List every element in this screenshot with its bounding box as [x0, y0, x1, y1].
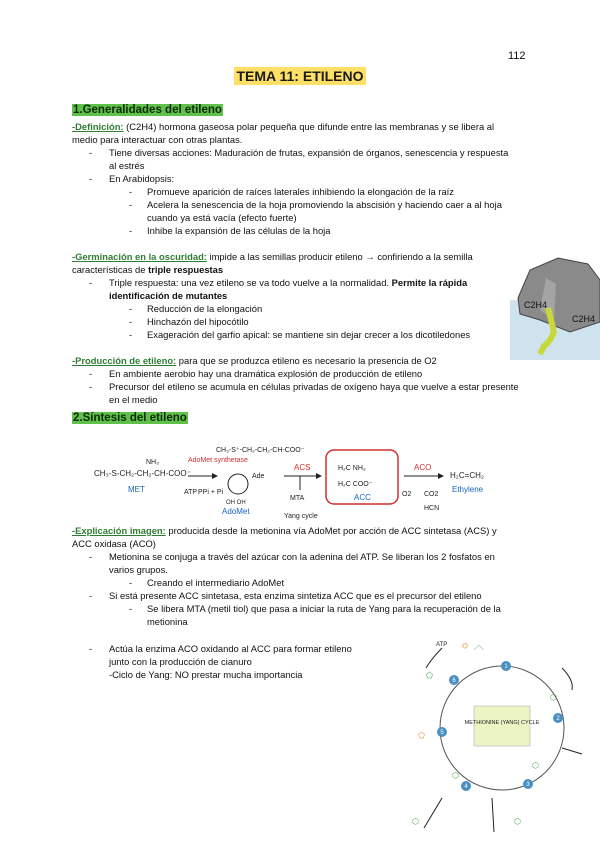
cycle-arrow: [426, 648, 442, 668]
yang-note: -Ciclo de Yang: NO prestar mucha importancia: [109, 669, 303, 680]
list-item: - Precursor del etileno se acumula en células privadas de oxígeno haya que vuelve a estar presente en el medio: [72, 380, 520, 406]
aco-list: [72, 642, 372, 668]
ribose-ring: [228, 474, 248, 494]
list-item: - Acelera la senescencia de la hoja promoviendo la abscisión y haciendo caer a al hoja cuando ya está vacía (efecto fuerte): [72, 198, 512, 224]
cycle-atp-label: ATP: [436, 642, 448, 648]
definition-label: -Definición:: [72, 121, 124, 132]
definition-list: [72, 146, 512, 237]
production-label: -Producción de etileno:: [72, 355, 177, 366]
list-item: - Hinchazón del hipocótilo: [72, 315, 520, 328]
page-title-text: TEMA 11: ETILENO: [236, 68, 364, 84]
arrowhead: [212, 473, 218, 479]
yang-cycle-figure: [402, 628, 598, 846]
section-heading-2: 2.Síntesis del etileno: [73, 412, 187, 424]
aco-paragraph: [72, 642, 372, 681]
ethylene-label: Ethylene: [452, 485, 484, 494]
page-number: 112: [508, 50, 526, 62]
cycle-arrow: [424, 798, 442, 828]
acs-label: ACS: [294, 463, 311, 472]
acc-structure-2: H₂C COO⁻: [338, 481, 373, 488]
cycle-arrow: [562, 748, 582, 754]
cycle-arrow: [492, 798, 494, 832]
acc-structure: H₂C NH₃: [338, 465, 366, 472]
germination-paragraph: -Germinación en la oscuridad: impide a las semillas producir etileno → confiriendo a la semilla características de triple respuestas - Triple respuesta: una vez etileno se va todo vuelve a la normalidad. Permite la rápida identificación de mutantes - Reducción de la elongación - Hinchazón del hipocótilo - Exageración del garfio apical: se mantiene sin dejar crecer a los dicotiledones: [72, 250, 520, 341]
step-number: 2: [556, 716, 560, 722]
yang-label: Yang cycle: [284, 513, 318, 520]
list-item: - Actúa la enzima ACO oxidando al ACC para formar etileno junto con la producción de cianuro: [72, 642, 372, 668]
explanation-paragraph: -Explicación imagen: producida desde la metionina vía AdoMet por acción de ACC sintetasa (ACS) y ACC oxidasa (ACO) - Metionina se conjuga a través del azúcar con la adenina del ATP. Se liberan los 2 fosfatos en varios grupos. - Creando el intermediario AdoMet - Si está presente ACC sintetasa, esta enzima sintetiza ACC que es el precursor del etileno - Se libera MTA (metil tiol) que pasa a iniciar la ruta de Yang para la recuperación de la metionina: [72, 524, 512, 628]
acc-label: ACC: [354, 493, 371, 502]
germination-label: -Germinación en la oscuridad:: [72, 251, 207, 262]
svg-text:⬠: ⬠: [426, 671, 433, 680]
list-item: - Inhibe la expansión de las células de la hoja: [72, 224, 512, 237]
cycle-structure-4: [452, 771, 459, 780]
step-number: 4: [464, 784, 468, 790]
ethylene-pathway-diagram: [88, 428, 508, 520]
ade-label: Ade: [252, 473, 265, 480]
o2-label: O2: [402, 491, 412, 498]
step-number: 5: [440, 730, 444, 736]
arrowhead: [438, 473, 444, 479]
svg-text:⟋⟍: ⟋⟍: [474, 645, 484, 652]
list-item: - Triple respuesta: una vez etileno se va todo vuelve a la normalidad. Permite la rápida identificación de mutantes: [72, 276, 520, 302]
section-heading-1: 1.Generalidades del etileno: [73, 104, 222, 116]
list-item: - Se libera MTA (metil tiol) que pasa a iniciar la ruta de Yang para la recuperación de la metionina: [72, 602, 512, 628]
page-title: [0, 68, 600, 84]
aco-label: ACO: [414, 463, 432, 472]
cycle-structure-3: [532, 761, 539, 770]
cycle-center-box: [474, 706, 530, 746]
explanation-list: [72, 550, 512, 628]
list-item: - Promueve aparición de raíces laterales inhibiendo la elongación de la raíz: [72, 185, 512, 198]
production-list: [72, 367, 520, 406]
cycle-arrow: [562, 668, 572, 690]
atp-label: ATP: [184, 489, 198, 496]
mta-label: MTA: [290, 495, 305, 502]
ethylene-rock-figure: [510, 250, 600, 360]
svg-text:⌬: ⌬: [462, 643, 469, 650]
met-nh3: NH₃: [146, 459, 159, 466]
c2h4-label-1: C2H4: [524, 300, 548, 310]
adomet-synthetase-label: AdoMet synthetase: [188, 457, 248, 464]
production-paragraph: -Producción de etileno: para que se produzca etileno es necesario la presencia de O2 - En ambiente aerobio hay una dramática explosión de producción de etileno - Precursor del etileno se acumula en células privadas de oxígeno haya que vuelve a estar presente en el medio: [72, 354, 520, 406]
cycle-structure-5: [418, 731, 425, 740]
list-item: - Creando el intermediario AdoMet: [72, 576, 512, 589]
svg-text:⬡: ⬡: [412, 817, 419, 826]
explanation-label: -Explicación imagen:: [72, 525, 166, 536]
adomet-structure-top: CH₃-S⁺-CH₂-CH₂-CH-COO⁻: [216, 447, 305, 454]
list-item: - Metionina se conjuga a través del azúcar con la adenina del ATP. Se liberan los 2 fosfatos en varios grupos.: [72, 550, 512, 576]
met-label: MET: [128, 485, 145, 494]
list-item: - Exageración del garfio apical: se mantiene sin dejar crecer a los dicotiledones: [72, 328, 520, 341]
list-item: - Si está presente ACC sintetasa, esta enzima sintetiza ACC que es el precursor del etileno: [72, 589, 512, 602]
svg-text:⬡: ⬡: [452, 771, 459, 780]
step-number: 6: [452, 678, 456, 684]
svg-text:⬠: ⬠: [418, 731, 425, 740]
co2-label: CO2: [424, 491, 439, 498]
definition-paragraph: -Definición: (C2H4) hormona gaseosa polar pequeña que difunde entre las membranas y se libera al medio para interactuar con otras plantas. - Tiene diversas acciones: Maduración de frutas, expansión de órganos, senescencia y respuesta al estrés - En Arabidopsis: - Promueve aparición de raíces laterales inhibiendo la elongación de la raíz - Acelera la senescencia de la hoja promoviendo la abscisión y haciendo caer a al hoja cuando ya está vacía (efecto fuerte) - Inhibe la expansión de las células de la hoja: [72, 120, 512, 237]
hcn-label: HCN: [424, 505, 440, 512]
step-number: 3: [526, 782, 530, 788]
svg-text:⬡: ⬡: [550, 693, 557, 702]
adomet-label: AdoMet: [222, 507, 250, 516]
arrowhead: [316, 473, 322, 479]
ppi-label: PPi + Pi: [198, 489, 224, 496]
list-item: - En Arabidopsis:: [72, 172, 512, 185]
cycle-structure-1: [462, 642, 484, 652]
cycle-structure-2: [550, 693, 557, 702]
cycle-structure-6: [426, 671, 433, 680]
list-item: - Tiene diversas acciones: Maduración de frutas, expansión de órganos, senescencia y respuesta al estrés: [72, 146, 512, 172]
triple-list: [72, 276, 520, 341]
cycle-center-label: METHIONINE (YANG) CYCLE: [464, 720, 540, 726]
list-item: - En ambiente aerobio hay una dramática explosión de producción de etileno: [72, 367, 520, 380]
met-structure: CH₃-S-CH₂-CH₂-CH-COO⁻: [94, 469, 191, 478]
svg-text:⬡: ⬡: [514, 817, 521, 826]
c2h4-label-2: C2H4: [572, 314, 596, 324]
step-number: 1: [504, 664, 508, 670]
oh-label: OH OH: [226, 500, 246, 506]
ethylene-structure: H₂C=CH₂: [450, 471, 484, 480]
svg-text:⬡: ⬡: [532, 761, 539, 770]
list-item: - Reducción de la elongación: [72, 302, 520, 315]
